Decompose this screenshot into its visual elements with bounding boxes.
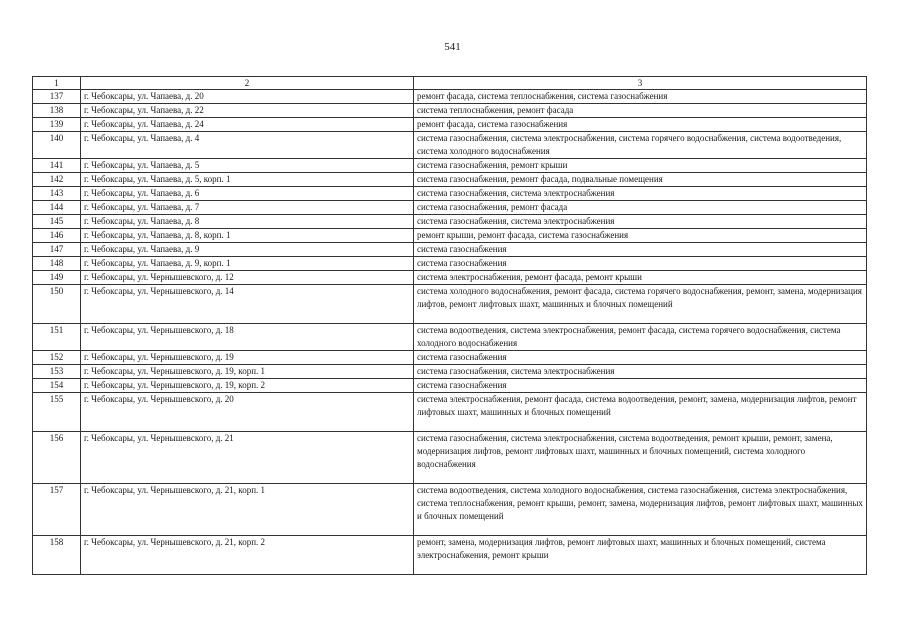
table-row: [33, 393, 867, 432]
row-address: г. Чебоксары, ул. Чапаева, д. 6: [81, 187, 414, 201]
row-works: система газоснабжения, ремонт фасада, подвальные помещения: [414, 173, 867, 187]
row-address: г. Чебоксары, ул. Чернышевского, д. 18: [81, 324, 414, 351]
table-row: [33, 132, 867, 159]
row-works: система газоснабжения, система электроснабжения, система горячего водоснабжения, система водоотведения, система холодного водоснабжения: [414, 132, 867, 159]
table-row: [33, 229, 867, 243]
row-address: г. Чебоксары, ул. Чапаева, д. 9, корп. 1: [81, 257, 414, 271]
column-header-works: 3: [414, 77, 867, 90]
row-number: 142: [33, 173, 81, 187]
table-row: [33, 285, 867, 324]
row-works: система теплоснабжения, ремонт фасада: [414, 104, 867, 118]
row-number: 146: [33, 229, 81, 243]
row-number: 153: [33, 365, 81, 379]
row-works: система газоснабжения, ремонт фасада: [414, 201, 867, 215]
table-row: [33, 432, 867, 484]
table-row: [33, 365, 867, 379]
row-works: система газоснабжения: [414, 243, 867, 257]
row-address: г. Чебоксары, ул. Чернышевского, д. 14: [81, 285, 414, 324]
table-row: [33, 215, 867, 229]
row-address: г. Чебоксары, ул. Чернышевского, д. 19: [81, 351, 414, 365]
row-number: 139: [33, 118, 81, 132]
page-number: 541: [444, 41, 461, 53]
row-works: ремонт фасада, система теплоснабжения, система газоснабжения: [414, 90, 867, 104]
row-address: г. Чебоксары, ул. Чернышевского, д. 19, корп. 1: [81, 365, 414, 379]
row-address: г. Чебоксары, ул. Чернышевского, д. 20: [81, 393, 414, 432]
row-works: система электроснабжения, ремонт фасада, ремонт крыши: [414, 271, 867, 285]
column-header-number: 1: [33, 77, 81, 90]
table-row: [33, 90, 867, 104]
row-works: система газоснабжения: [414, 351, 867, 365]
row-address: г. Чебоксары, ул. Чапаева, д. 20: [81, 90, 414, 104]
row-address: г. Чебоксары, ул. Чапаева, д. 8, корп. 1: [81, 229, 414, 243]
row-works: ремонт, замена, модернизация лифтов, ремонт лифтовых шахт, машинных и блочных помещений, система электроснабжения, ремонт крыши: [414, 536, 867, 575]
row-address: г. Чебоксары, ул. Чернышевского, д. 21, корп. 2: [81, 536, 414, 575]
row-number: 145: [33, 215, 81, 229]
row-number: 151: [33, 324, 81, 351]
row-number: 158: [33, 536, 81, 575]
row-number: 143: [33, 187, 81, 201]
row-works: ремонт фасада, система газоснабжения: [414, 118, 867, 132]
row-works: система холодного водоснабжения, ремонт фасада, система горячего водоснабжения, ремонт, замена, модернизация лифтов, ремонт лифтовых шахт, машинных и блочных помещений: [414, 285, 867, 324]
row-address: г. Чебоксары, ул. Чернышевского, д. 12: [81, 271, 414, 285]
row-address: г. Чебоксары, ул. Чапаева, д. 5, корп. 1: [81, 173, 414, 187]
row-works: система газоснабжения, система электроснабжения: [414, 215, 867, 229]
row-number: 150: [33, 285, 81, 324]
row-works: система газоснабжения: [414, 257, 867, 271]
row-address: г. Чебоксары, ул. Чапаева, д. 9: [81, 243, 414, 257]
row-number: 156: [33, 432, 81, 484]
row-works: система электроснабжения, ремонт фасада, система водоотведения, ремонт, замена, модернизация лифтов, ремонт лифтовых шахт, машинных и блочных помещений: [414, 393, 867, 432]
table-row: [33, 118, 867, 132]
row-address: г. Чебоксары, ул. Чапаева, д. 22: [81, 104, 414, 118]
row-number: 138: [33, 104, 81, 118]
row-address: г. Чебоксары, ул. Чапаева, д. 8: [81, 215, 414, 229]
row-address: г. Чебоксары, ул. Чернышевского, д. 21, корп. 1: [81, 484, 414, 536]
row-address: г. Чебоксары, ул. Чернышевского, д. 19, корп. 2: [81, 379, 414, 393]
table-row: [33, 271, 867, 285]
row-works: система газоснабжения, система электроснабжения: [414, 365, 867, 379]
row-works: система водоотведения, система холодного водоснабжения, система газоснабжения, система электроснабжения, система теплоснабжения, ремонт крыши, ремонт, замена, модернизация лифтов, ремонт лифтовых шахт, машинных и блочных помещений: [414, 484, 867, 536]
row-number: 152: [33, 351, 81, 365]
row-number: 147: [33, 243, 81, 257]
row-works: система газоснабжения, система электроснабжения: [414, 187, 867, 201]
row-number: 148: [33, 257, 81, 271]
row-works: система газоснабжения, ремонт крыши: [414, 159, 867, 173]
row-address: г. Чебоксары, ул. Чапаева, д. 24: [81, 118, 414, 132]
row-number: 144: [33, 201, 81, 215]
table-row: [33, 484, 867, 536]
row-address: г. Чебоксары, ул. Чапаева, д. 7: [81, 201, 414, 215]
table-row: [33, 104, 867, 118]
row-address: г. Чебоксары, ул. Чернышевского, д. 21: [81, 432, 414, 484]
row-works: система водоотведения, система электроснабжения, ремонт фасада, система горячего водоснабжения, система холодного водоснабжения: [414, 324, 867, 351]
table-row: [33, 159, 867, 173]
row-number: 137: [33, 90, 81, 104]
table-header-row: [33, 77, 867, 90]
row-works: ремонт крыши, ремонт фасада, система газоснабжения: [414, 229, 867, 243]
table-row: [33, 536, 867, 575]
table-row: [33, 173, 867, 187]
row-address: г. Чебоксары, ул. Чапаева, д. 4: [81, 132, 414, 159]
table-row: [33, 379, 867, 393]
row-number: 141: [33, 159, 81, 173]
houses-repair-table: [32, 76, 867, 575]
row-number: 149: [33, 271, 81, 285]
row-works: система газоснабжения: [414, 379, 867, 393]
row-number: 140: [33, 132, 81, 159]
row-address: г. Чебоксары, ул. Чапаева, д. 5: [81, 159, 414, 173]
table-row: [33, 257, 867, 271]
table-row: [33, 243, 867, 257]
row-number: 154: [33, 379, 81, 393]
column-header-address: 2: [81, 77, 414, 90]
table-row: [33, 324, 867, 351]
table-row: [33, 201, 867, 215]
row-works: система газоснабжения, система электроснабжения, система водоотведения, ремонт крыши, ремонт, замена, модернизация лифтов, ремонт лифтовых шахт, машинных и блочных помещений, система холодного водоснабжения: [414, 432, 867, 484]
table-row: [33, 187, 867, 201]
table-row: [33, 351, 867, 365]
row-number: 155: [33, 393, 81, 432]
row-number: 157: [33, 484, 81, 536]
